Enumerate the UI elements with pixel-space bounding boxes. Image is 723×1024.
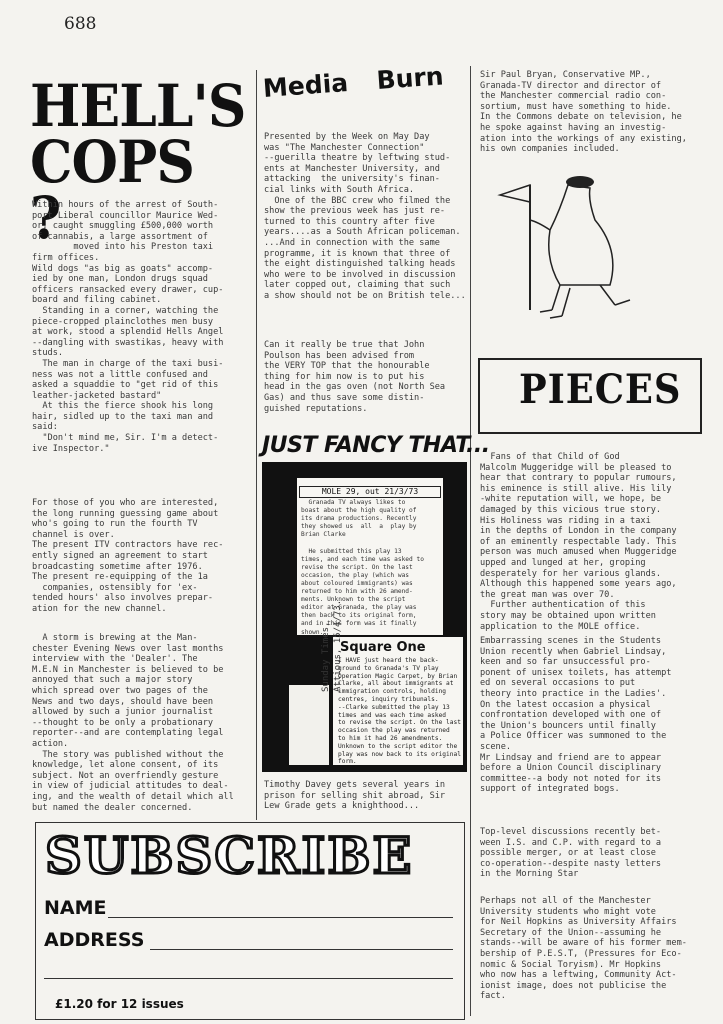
davey-article: Timothy Davey gets several years in prison for selling shit abroad, Sir Lew Grade gets a knighthood... <box>264 780 446 812</box>
mole-clipping-header: MOLE 29, out 21/3/73 <box>299 486 441 498</box>
name-label: NAME <box>44 897 107 919</box>
media-burn-article: Presented by the Week on May Day was "The Manchester Connection" --guerilla theatre by leftwing stud- ents at Manchester University, and attacking the university's finan- cial links with South Africa. One of the BBC crew who filmed the show the previous week has just re- turned to this country after five years....as a South African policeman. ...And in connection with the same programme, it is known that three of the eight distinguished talking heads who were to be involved in discussion later copped out, claiming that such a show should not be on British tele... <box>264 132 466 301</box>
bryan-article: Sir Paul Bryan, Conservative MP., Granada-TV director and director of the Manchester commercial radio con- sortium, must have something to hide. In the Commons debate on television, he he spoke against having an investig- ation into the workings of any existing, his own companies included. <box>480 70 687 155</box>
subscribe-headline: SUBSCRIBE <box>45 826 414 885</box>
media-burn-headline: Media Burn <box>262 61 445 103</box>
subscription-price: £1.20 for 12 issues <box>55 997 184 1011</box>
address-line[interactable] <box>150 949 453 950</box>
column-divider-right <box>470 66 471 1016</box>
sunday-times-label-box <box>289 685 329 765</box>
square-one-title: Square One <box>340 640 426 655</box>
just-fancy-that-headline: JUST FANCY THAT... <box>262 433 490 458</box>
is-cp-article: Top-level discussions recently bet- ween I.S. and C.P. with regard to a possible merger, or at least close co-operation--despite nasty letters in the Morning Star <box>480 827 662 880</box>
address-line-2[interactable] <box>44 978 453 979</box>
sunday-times-label: Sunday Times, Attious, 15/4/73. <box>321 599 343 692</box>
hells-cops-headline: HELL'S COPS ? <box>30 72 246 252</box>
square-one-text: I HAVE just heard the back- ground to Granada's TV play Operation Magic Carpet, by Brian Clarke, all about immigrants at immigration controls, holding centres, inquiry tribunals. --Clarke submitted the play 13 times and was each time asked to revise the script. On the last occasion the play was returned to him it had 26 amendments. Unknown to the script editor the play was now back to its original form. <box>338 657 461 766</box>
hells-cops-article: Within hours of the arrest of South- port Liberal councillor Maurice Wed- or, caught smuggling £500,000 worth of cannabis, a large assortment of moved into his Preston taxi firm offices. Wild dogs "as big as goats" accomp- ied by one man, London drugs squad officers ransacked every drawer, cup- board and filing cabinet. Standing in a corner, watching the piece-cropped plainclothes men busy at work, stood a splendid Hells Angel --dangling with swastikas, heavy with studs. The man in charge of the taxi busi- ness was not a little confused and asked a squaddie to "get rid of this leather-jacketed bastard" At this the fierce shook his long hair, sidled up to the taxi man and said: "Don't mind me, Sir. I'm a detect- ive Inspector." <box>32 200 224 454</box>
pieces-title: PIECES <box>519 366 682 413</box>
mole-clipping-text: Granada TV always likes to boast about the high quality of its drama productions. Recently they showed us all a play by Brian Clarke He submitted this play 13 times, and each time was asked to revise the script. On the last occasion, the play (which was about coloured immigrants) was returned to him with 26 amend- ments. Unknown to the script editor at Granada, the play was then back to its original form, and in this form was it finally shown. <box>301 499 424 636</box>
flag-figure-illustration <box>490 170 660 330</box>
address-label: ADDRESS <box>44 929 145 951</box>
evening-news-article: A storm is brewing at the Man- chester Evening News over last months interview with the 'Dealer'. The M.E.N in Manchester is believed to be annoyed that such a major story which spread over two pages of the News and two days, should have been allowed by such a junior journalist --thought to be only a probationary reporter--and are contemplating legal action. The story was published without the knowledge, let alone consent, of its subject. Not an overfriendly gesture in view of judicial attitudes to deal- ing, and the wealth of detail which all but named the dealer concerned. <box>32 633 234 813</box>
tv-channel-article: For those of you who are interested, the long running guessing game about who's going to run the fourth TV channel is over. The present ITV contractors have rec- ently signed an agreement to start broadcasting sometime after 1976. The present re-equipping of the 1a companies, ostensibly for 'ex- tended hours' also involves prepar- ation for the new channel. <box>32 498 224 614</box>
hopkins-article: Perhaps not all of the Manchester University students who might vote for Neil Hopkins as University Affairs Secretary of the Union--assuming he stands--will be aware of his former mem- bership of P.E.S.T, (Pressures for Eco- nomic & Social Toryism). Mr Hopkins who now has a leftwing, Community Act- ionist image, does not publicise the fact. <box>480 896 687 1002</box>
column-divider-left <box>256 70 257 820</box>
poulson-article: Can it really be true that John Poulson has been advised from the VERY TOP that the honourable thing for him now is to put his head in the gas oven (not North Sea Gas) and thus save some distin- guished reputations. <box>264 340 446 414</box>
muggeridge-article: Fans of that Child of God Malcolm Muggeridge will be pleased to hear that contrary to popular rumours, his eminence is still alive. His lily -white reputation will, we hope, be damaged by this vicious true story. His Holiness was riding in a taxi in the depths of London in the company of an eminently respectable lady. This person was much amused when Muggeridge upped and lunged at her, groping desperately for her various glands. Although this happened some years ago, the great man was over 70. Further authentication of this story may be obtained upon written application to the MOLE office. <box>480 452 677 632</box>
name-line[interactable] <box>108 917 453 918</box>
page-number: 688 <box>64 14 97 34</box>
lindsay-article: Embarrassing scenes in the Students Union recently when Gabriel Lindsay, keen and so far unsuccessful pro- ponent of unisex toilets, has attempt ed on several occasions to put theory into practice in the Ladies'. On the latest occasion a physical confrontation developed with one of the Union's bouncers until finally a Police Officer was summoned to the scene. Mr Lindsay and friend are to appear before a Union Council disciplinary committee--a body not noted for its support of integrated bogs. <box>480 636 672 795</box>
